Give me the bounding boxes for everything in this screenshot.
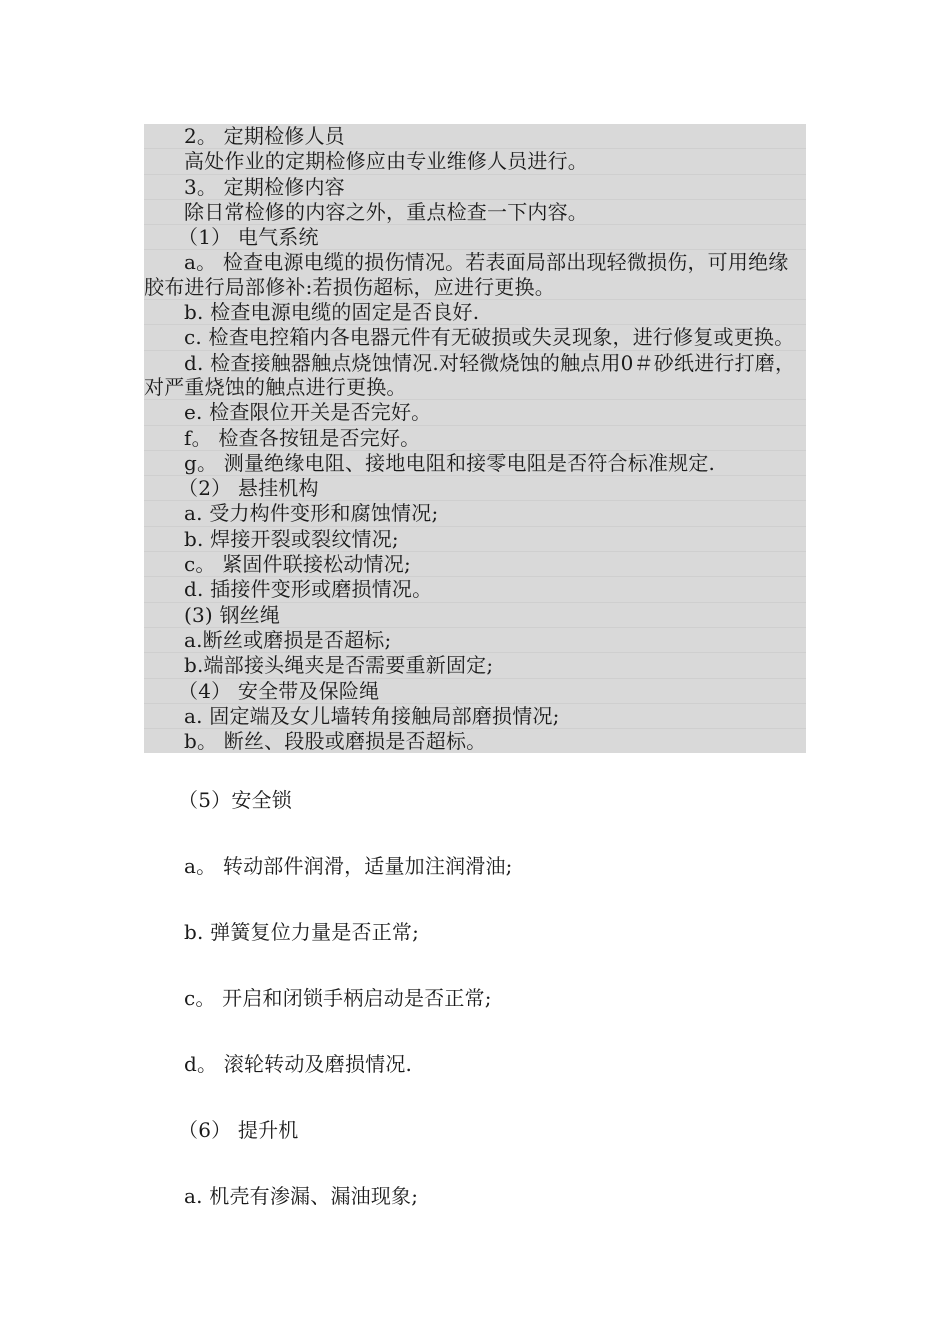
paragraph-personnel-requirement: 高处作业的定期检修应由专业维修人员进行。 bbox=[144, 149, 806, 174]
list-item-wire-rope-a: a.断丝或磨损是否超标; bbox=[144, 628, 806, 653]
list-item-electrical-b: b. 检查电源电缆的固定是否良好. bbox=[144, 300, 806, 325]
list-item-safety-lock-b: b. 弹簧复位力量是否正常; bbox=[184, 920, 420, 944]
heading-periodic-maintenance-content: 3。 定期检修内容 bbox=[144, 175, 806, 200]
subheading-electrical-system: （1） 电气系统 bbox=[144, 225, 806, 250]
list-item-electrical-a: a。 检查电源电缆的损伤情况。若表面局部出现轻微损伤，可用绝缘胶布进行局部修补:若损伤超标，应进行更换。 bbox=[144, 250, 806, 300]
heading-periodic-maintenance-personnel: 2。 定期检修人员 bbox=[144, 124, 806, 149]
list-item-safety-belt-a: a. 固定端及女儿墙转角接触局部磨损情况; bbox=[144, 704, 806, 729]
list-item-safety-lock-c: c。 开启和闭锁手柄启动是否正常; bbox=[184, 986, 492, 1010]
subheading-safety-lock: （5）安全锁 bbox=[178, 788, 292, 812]
list-item-electrical-d: d. 检查接触器触点烧蚀情况.对轻微烧蚀的触点用0＃砂纸进行打磨，对严重烧蚀的触点进行更换。 bbox=[144, 351, 806, 401]
list-item-safety-lock-a: a。 转动部件润滑，适量加注润滑油; bbox=[184, 854, 513, 878]
list-item-suspension-d: d. 插接件变形或磨损情况。 bbox=[144, 577, 806, 602]
subheading-safety-belt-rope: （4） 安全带及保险绳 bbox=[144, 679, 806, 704]
list-item-safety-lock-d: d。 滚轮转动及磨损情况. bbox=[184, 1052, 413, 1076]
shaded-section-electrical-suspension-rope-belt bbox=[144, 124, 806, 753]
list-item-electrical-g: g。 测量绝缘电阻、接地电阻和接零电阻是否符合标准规定. bbox=[144, 451, 806, 476]
list-item-safety-belt-b: b。 断丝、段股或磨损是否超标。 bbox=[184, 729, 487, 754]
paragraph-content-intro: 除日常检修的内容之外，重点检查一下内容。 bbox=[144, 200, 806, 225]
subheading-hoist: （6） 提升机 bbox=[178, 1118, 299, 1142]
subheading-wire-rope: (3) 钢丝绳 bbox=[144, 603, 806, 628]
list-item-hoist-a: a. 机壳有渗漏、漏油现象; bbox=[184, 1184, 419, 1208]
list-item-suspension-a: a. 受力构件变形和腐蚀情况; bbox=[144, 501, 806, 526]
list-item-electrical-f: f。 检查各按钮是否完好。 bbox=[144, 426, 806, 451]
list-item-electrical-c: c. 检查电控箱内各电器元件有无破损或失灵现象，进行修复或更换。 bbox=[144, 325, 806, 350]
list-item-suspension-c: c。 紧固件联接松动情况; bbox=[144, 552, 806, 577]
plain-section-safety-lock-hoist bbox=[144, 788, 806, 1250]
list-item-electrical-e: e. 检查限位开关是否完好。 bbox=[144, 400, 806, 425]
list-item-suspension-b: b. 焊接开裂或裂纹情况; bbox=[144, 527, 806, 552]
subheading-suspension-mechanism: （2） 悬挂机构 bbox=[144, 476, 806, 501]
list-item-wire-rope-b: b.端部接头绳夹是否需要重新固定; bbox=[144, 653, 806, 678]
